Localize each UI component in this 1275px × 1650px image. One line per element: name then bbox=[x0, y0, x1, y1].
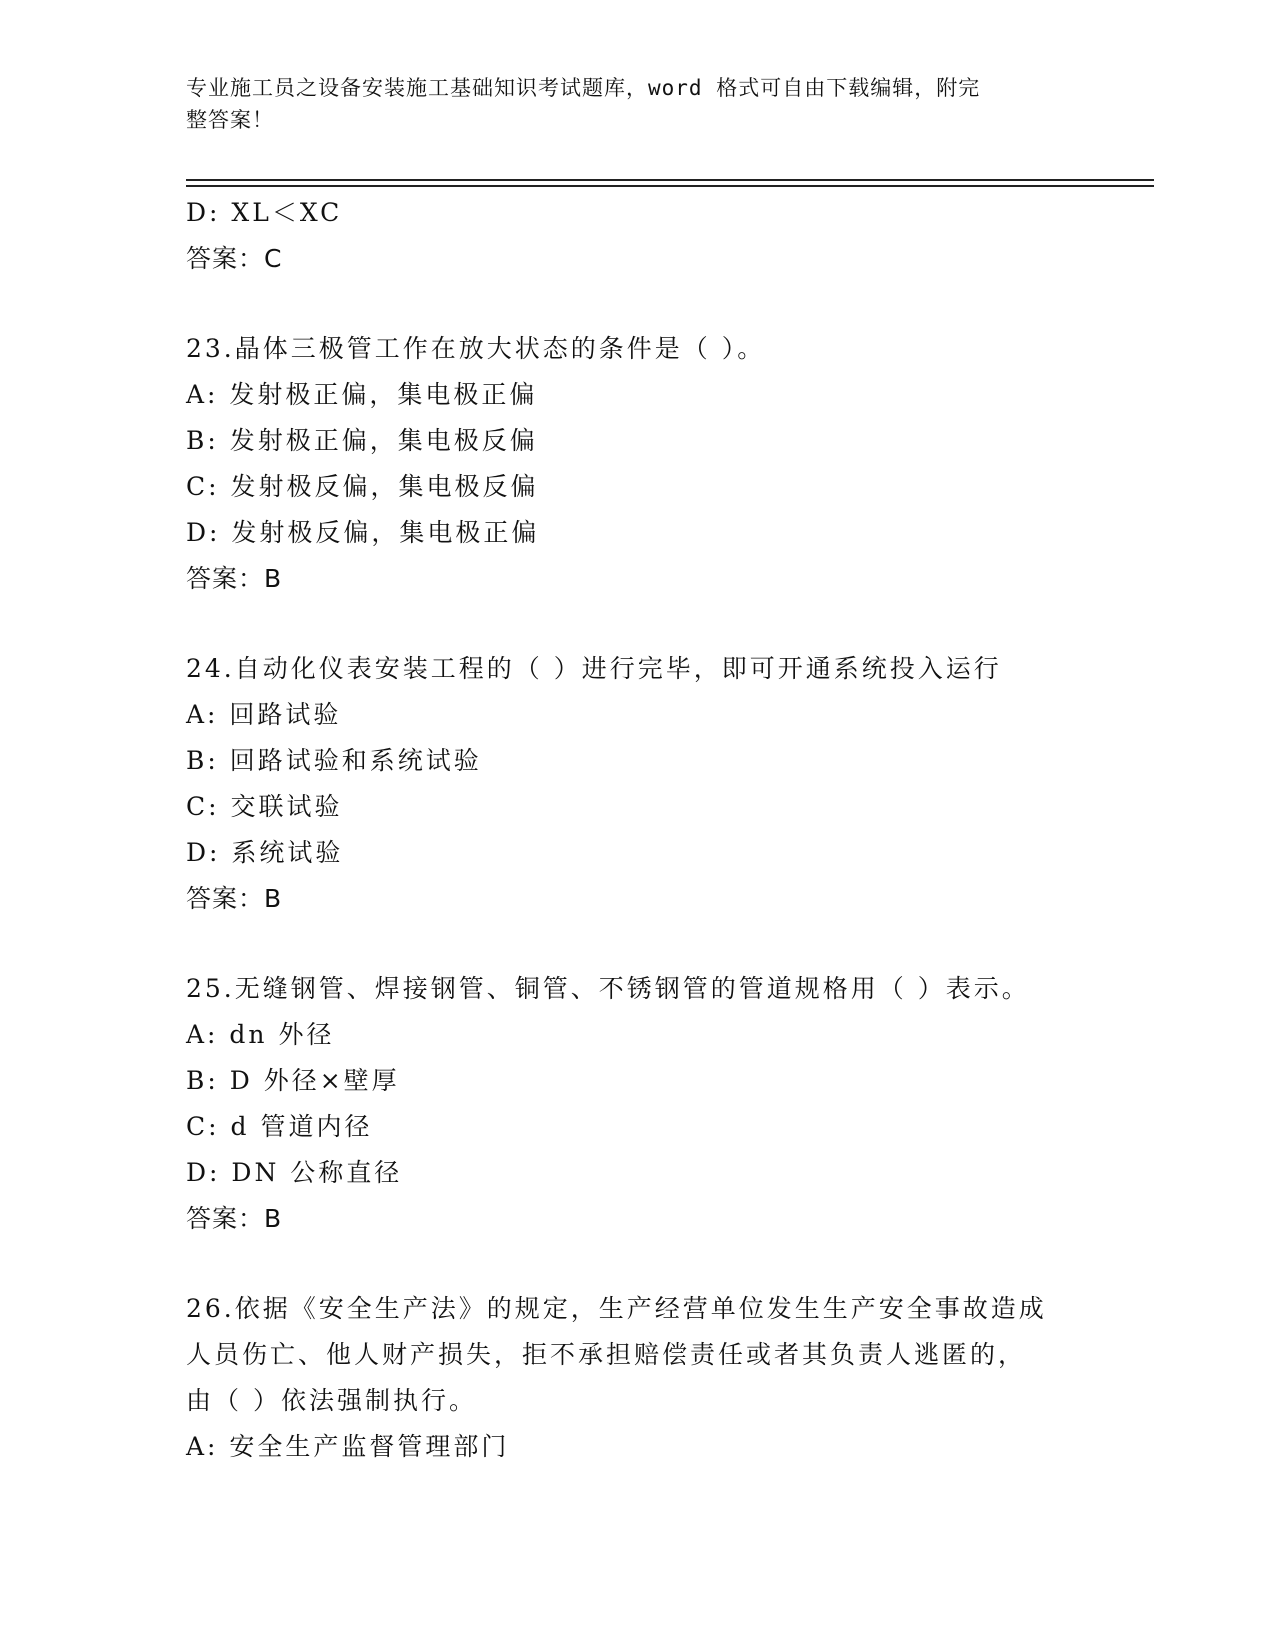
question-stem-line-2: 人员伤亡、他人财产损失，拒不承担赔偿责任或者其负责人逃匿的， bbox=[186, 1340, 1027, 1369]
question-25 bbox=[186, 966, 1086, 1242]
option-b: B: D 外径×壁厚 bbox=[186, 1066, 400, 1095]
question-24 bbox=[186, 646, 1086, 922]
answer: 答案：B bbox=[186, 564, 283, 593]
option-b: B: 发射极正偏，集电极反偏 bbox=[186, 426, 538, 455]
answer: 答案：B bbox=[186, 884, 283, 913]
header-divider-top bbox=[186, 179, 1154, 181]
question-26 bbox=[186, 1286, 1086, 1470]
option-d: D: 发射极反偏，集电极正偏 bbox=[186, 518, 540, 547]
header-divider-bottom bbox=[186, 185, 1154, 187]
option-a: A: 发射极正偏，集电极正偏 bbox=[186, 380, 538, 409]
question-stem: 25.无缝钢管、焊接钢管、铜管、不锈钢管的管道规格用（ ）表示。 bbox=[186, 974, 1030, 1003]
question-stem-line-1: 26.依据《安全生产法》的规定，生产经营单位发生生产安全事故造成 bbox=[186, 1294, 1047, 1323]
option-a: A: 安全生产监督管理部门 bbox=[186, 1432, 510, 1461]
option-c: C: 发射极反偏，集电极反偏 bbox=[186, 472, 539, 501]
option-d: D: DN 公称直径 bbox=[186, 1158, 403, 1187]
question-23 bbox=[186, 326, 1086, 602]
option-a: A: dn 外径 bbox=[186, 1020, 335, 1049]
option-b: B: 回路试验和系统试验 bbox=[186, 746, 482, 775]
answer: 答案：B bbox=[186, 1204, 283, 1233]
option-d: D: 系统试验 bbox=[186, 838, 344, 867]
option-c: C: 交联试验 bbox=[186, 792, 343, 821]
answer: 答案：C bbox=[186, 244, 283, 273]
question-stem: 24.自动化仪表安装工程的（ ）进行完毕，即可开通系统投入运行 bbox=[186, 654, 1002, 683]
question-stem: 23.晶体三极管工作在放大状态的条件是（ ）。 bbox=[186, 334, 766, 363]
option-d: D: XL＜XC bbox=[186, 198, 343, 227]
header-title-line-1: 专业施工员之设备安装施工基础知识考试题库，word 格式可自由下载编辑，附完 bbox=[186, 76, 981, 100]
question-list bbox=[186, 190, 1086, 1470]
header-title-line-2: 整答案！ bbox=[186, 108, 274, 132]
option-a: A: 回路试验 bbox=[186, 700, 342, 729]
question-22-tail bbox=[186, 190, 1086, 282]
document-header bbox=[186, 72, 1066, 136]
option-c: C: d 管道内径 bbox=[186, 1112, 373, 1141]
question-stem-line-3: 由（ ）依法强制执行。 bbox=[186, 1386, 477, 1415]
